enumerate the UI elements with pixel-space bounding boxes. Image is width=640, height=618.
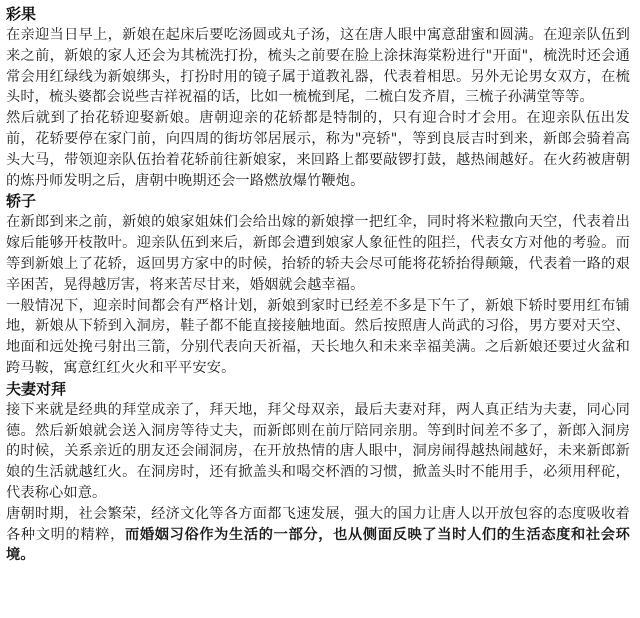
closing-text-bold: 而婚姻习俗作为生活的一部分，也从侧面反映了当时人们的生活态度和社会环境。 — [6, 526, 631, 564]
section-fuqiduibai — [6, 379, 630, 566]
paragraph: 在新郎到来之前，新娘的娘家姐妹们会给出嫁的新娘撑一把红伞，同时将米粒撒向天空，代表着出嫁后能够开枝散叶。迎亲队伍到来后，新郎会遭到娘家人象征性的阻拦，代表女方对他的考验。而等到新娘上了花轿，返回男方家中的时候，抬轿的轿夫会尽可能将花轿抬得颠簸，代表着一路的艰辛困苦，晃得越厉害，将来苦尽甘来，婚姻就会越幸福。 — [6, 214, 630, 293]
section-title: 轿子 — [6, 192, 37, 211]
closing-text-normal: 唐朝时期，社会繁荣，经济文化等各方面都飞速发展，强大的国力让唐人以开放包容的态度吸收着各种文明的精粹， — [6, 505, 630, 543]
paragraph: 一般情况下，迎亲时间都会有严格计划，新娘到家时已经差不多是下午了，新娘下轿时要用红布铺地，新娘从下轿到入洞房，鞋子都不能直接接触地面。然后按照唐人尚武的习俗，男方要对天空、地面和远处挽弓射出三箭，分别代表向天祈福，天长地久和未来幸福美满。之后新娘还要过火盆和跨马鞍，寓意红红火火和平平安安。 — [6, 297, 630, 376]
section-jiaozi — [6, 191, 630, 378]
section-caiguo — [6, 4, 630, 191]
paragraph: 然后就到了抬花轿迎娶新娘。唐朝迎亲的花轿都是特制的，只有迎合时才会用。在迎亲队伍出发前，花轿要停在家门前，向四周的街坊邻居展示，称为"亮轿"，等到良辰吉时到来，新郎会骑着高头大马，带领迎亲队伍抬着花轿前往新娘家，来回路上都要敲锣打鼓，越热闹越好。在火药被唐朝的炼丹师发明之后，唐朝中晚期还会一路燃放爆竹鞭炮。 — [6, 110, 630, 189]
closing-paragraph — [6, 504, 630, 566]
section-title: 夫妻对拜 — [6, 379, 67, 398]
paragraph: 在亲迎当日早上，新娘在起床后要吃汤圆或丸子汤，这在唐人眼中寓意甜蜜和圆满。在迎亲队伍到来之前，新娘的家人还会为其梳洗打扮，梳头之前要在脸上涂抹海棠粉进行"开面"，梳洗时还会通常会用红绿线为新娘绑头，打扮时用的镜子属于道教礼器，代表着相思。另外无论男女双方，在梳头时，梳头婆都会说些吉祥祝福的话，比如一梳梳到尾，二梳白发齐眉，三梳子孙满堂等等。 — [6, 27, 630, 106]
paragraph: 接下来就是经典的拜堂成亲了，拜天地，拜父母双亲，最后夫妻对拜，两人真正结为夫妻，同心同德。然后新娘就会送入洞房等待丈夫，而新郎则在前厅陪同亲朋。等到时间差不多了，新郎入洞房的时候，关系亲近的朋友还会闹洞房，在开放热情的唐人眼中，洞房闹得越热闹越好，未来新郎新娘的生活就越红火。在洞房时，还有掀盖头和喝交杯酒的习惯，掀盖头时不能用手，必须用秤砣，代表称心如意。 — [6, 401, 630, 501]
section-title: 彩果 — [6, 5, 37, 23]
